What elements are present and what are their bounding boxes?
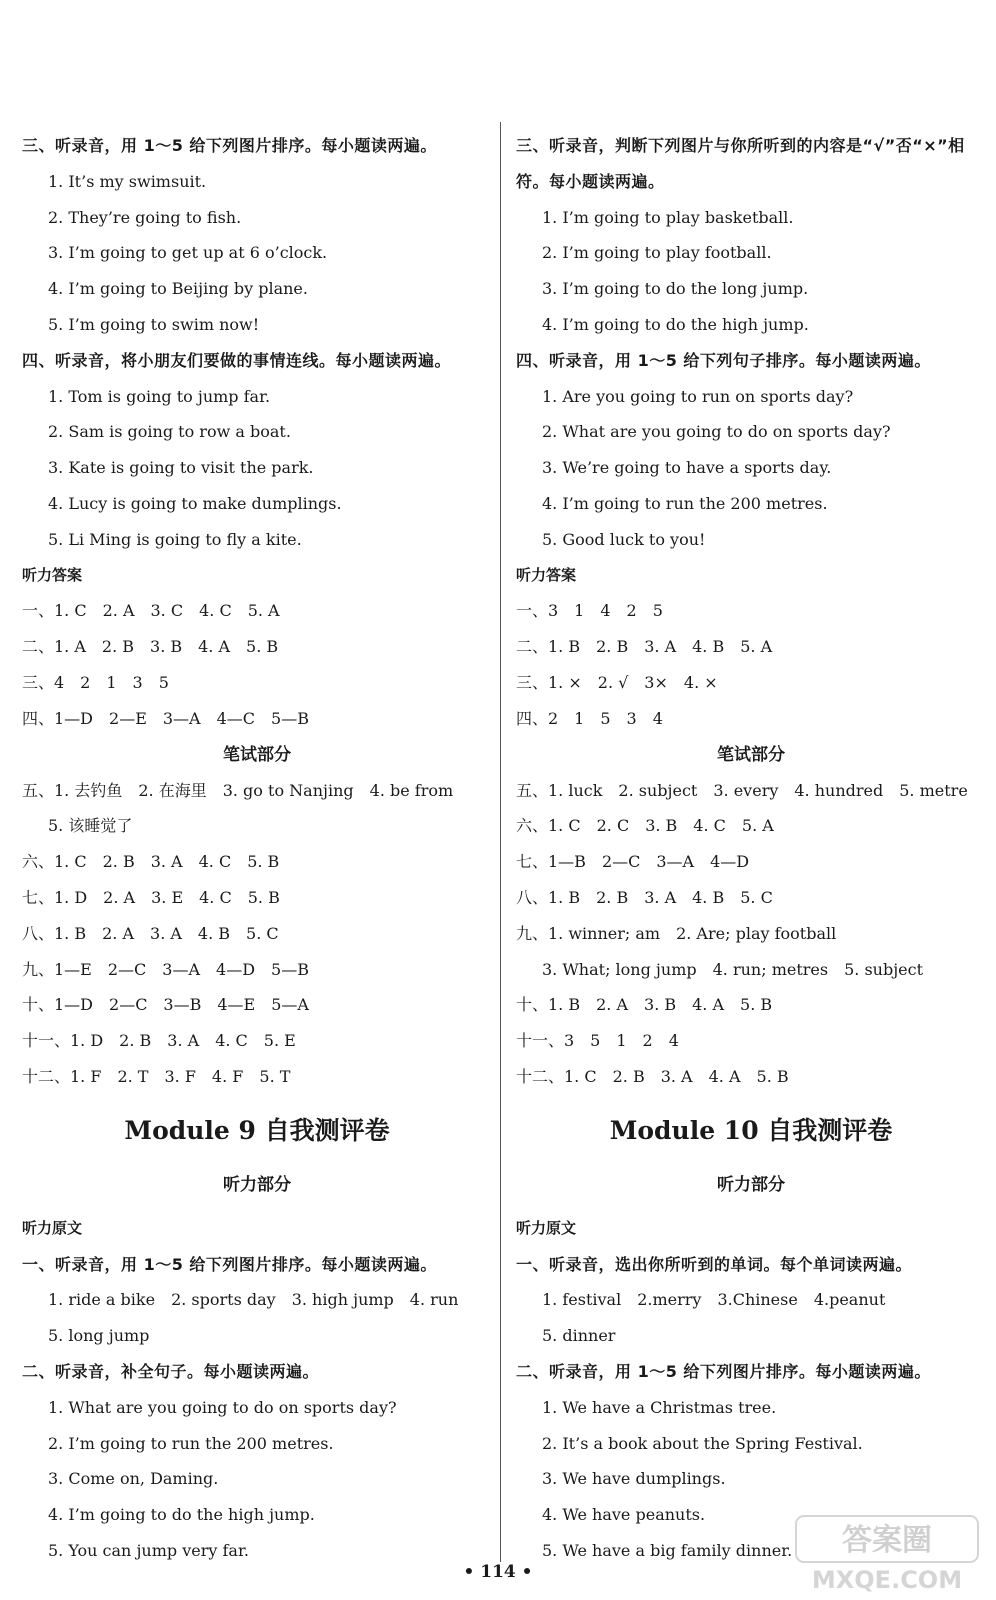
m10-q1-heading: 一、听录音，选出你所听到的单词。每个单词读两遍。 (516, 1254, 913, 1274)
left-q4-item: 4. Lucy is going to make dumplings. (48, 493, 342, 513)
left-written-line: 十二、1. F 2. T 3. F 4. F 5. T (22, 1066, 291, 1086)
m9-q2-item: 5. You can jump very far. (48, 1540, 249, 1560)
m10-q2-heading: 二、听录音，用 1～5 给下列图片排序。每小题读两遍。 (516, 1361, 931, 1381)
left-listening-part-title: 听力部分 (223, 1174, 291, 1195)
left-written-line: 5. 该睡觉了 (48, 816, 133, 836)
left-answer-line: 四、1—D 2—E 3—A 4—C 5—B (22, 708, 309, 728)
module-9-title: Module 9 自我测评卷 (124, 1115, 390, 1145)
right-written-line: 九、1. winner; am 2. Are; play football (516, 923, 837, 943)
left-q4-item: 5. Li Ming is going to fly a kite. (48, 529, 302, 549)
left-answer-line: 三、4 2 1 3 5 (22, 672, 169, 692)
m9-q2-item: 1. What are you going to do on sports day? (48, 1397, 397, 1417)
svg-text:MXQE.COM: MXQE.COM (811, 1566, 963, 1594)
right-listening-part-title: 听力部分 (717, 1174, 785, 1195)
right-column (516, 128, 986, 1569)
right-q3-item: 2. I’m going to play football. (542, 243, 772, 263)
left-written-title: 笔试部分 (223, 744, 291, 765)
right-answer-line: 二、1. B 2. B 3. A 4. B 5. A (516, 637, 773, 657)
right-q4-item: 1. Are you going to run on sports day? (542, 386, 854, 406)
left-answer-line: 一、1. C 2. A 3. C 4. C 5. A (22, 601, 280, 621)
left-q3-item: 3. I’m going to get up at 6 o’clock. (48, 243, 328, 263)
right-q4-heading: 四、听录音，用 1～5 给下列句子排序。每小题读两遍。 (516, 350, 931, 370)
right-answer-line: 四、2 1 5 3 4 (516, 708, 663, 728)
left-answers-label: 听力答案 (22, 565, 83, 584)
left-transcript-label: 听力原文 (22, 1218, 83, 1237)
m9-q2-item: 4. I’m going to do the high jump. (48, 1505, 315, 1525)
right-q4-item: 4. I’m going to run the 200 metres. (542, 493, 828, 513)
m10-q1-item: 5. dinner (542, 1326, 616, 1346)
m10-q2-item: 5. We have a big family dinner. (542, 1540, 793, 1560)
left-q4-item: 1. Tom is going to jump far. (48, 386, 271, 406)
m9-q1-item: 1. ride a bike 2. sports day 3. high jump 4. run (48, 1290, 459, 1310)
right-q3-item: 1. I’m going to play basketball. (542, 207, 794, 227)
right-q3-heading: 三、听录音，判断下列图片与你所听到的内容是“√”否“×”相符。每小题读两遍。 (516, 136, 965, 191)
right-q3-item: 3. I’m going to do the long jump. (542, 279, 809, 299)
right-q3-item: 4. I’m going to do the high jump. (542, 314, 809, 334)
left-q3-heading: 三、听录音，用 1～5 给下列图片排序。每小题读两遍。 (22, 136, 437, 155)
right-written-line: 七、1—B 2—C 3—A 4—D (516, 852, 750, 872)
right-q4-item: 5. Good luck to you! (542, 529, 706, 549)
module-10-title: Module 10 自我测评卷 (609, 1115, 893, 1145)
right-written-title: 笔试部分 (717, 744, 785, 765)
left-written-line: 十一、1. D 2. B 3. A 4. C 5. E (22, 1031, 296, 1051)
left-q4-item: 3. Kate is going to visit the park. (48, 458, 314, 478)
svg-text:答案圈: 答案圈 (842, 1523, 932, 1558)
right-q4-item: 3. We’re going to have a sports day. (542, 458, 832, 478)
page-number: • 114 • (463, 1562, 533, 1582)
right-transcript-label: 听力原文 (516, 1218, 577, 1237)
left-q3-item: 4. I’m going to Beijing by plane. (48, 279, 308, 299)
right-written-line: 十一、3 5 1 2 4 (516, 1031, 679, 1051)
right-written-line: 十、1. B 2. A 3. B 4. A 5. B (516, 995, 773, 1015)
right-written-line: 十二、1. C 2. B 3. A 4. A 5. B (516, 1066, 789, 1086)
right-answer-line: 一、3 1 4 2 5 (516, 601, 663, 621)
m10-q2-item: 4. We have peanuts. (542, 1505, 706, 1525)
m9-q2-item: 3. Come on, Daming. (48, 1469, 219, 1489)
right-q4-item: 2. What are you going to do on sports day? (542, 422, 891, 442)
left-written-line: 十、1—D 2—C 3—B 4—E 5—A (22, 995, 309, 1015)
right-answers-label: 听力答案 (516, 565, 577, 584)
m9-q2-heading: 二、听录音，补全句子。每小题读两遍。 (22, 1361, 320, 1381)
column-divider (500, 122, 501, 1562)
left-written-line: 九、1—E 2—C 3—A 4—D 5—B (22, 959, 309, 979)
left-column (22, 128, 492, 1569)
right-written-line: 六、1. C 2. C 3. B 4. C 5. A (516, 816, 774, 836)
m10-q2-item: 2. It’s a book about the Spring Festival. (542, 1433, 863, 1453)
right-answer-line: 三、1. × 2. √ 3× 4. × (516, 672, 718, 692)
m10-q2-item: 3. We have dumplings. (542, 1469, 726, 1489)
left-q4-heading: 四、听录音，将小朋友们要做的事情连线。每小题读两遍。 (22, 350, 452, 370)
m9-q2-item: 2. I’m going to run the 200 metres. (48, 1433, 334, 1453)
right-written-line: 八、1. B 2. B 3. A 4. B 5. C (516, 887, 773, 907)
m9-q1-heading: 一、听录音，用 1～5 给下列图片排序。每小题读两遍。 (22, 1254, 437, 1274)
watermark-logo-icon (792, 1512, 982, 1596)
m9-q1-item: 5. long jump (48, 1326, 150, 1346)
left-written-line: 七、1. D 2. A 3. E 4. C 5. B (22, 887, 280, 907)
left-written-line: 六、1. C 2. B 3. A 4. C 5. B (22, 852, 280, 872)
left-q4-item: 2. Sam is going to row a boat. (48, 422, 291, 442)
left-written-line: 八、1. B 2. A 3. A 4. B 5. C (22, 923, 279, 943)
left-written-line: 五、1. 去钓鱼 2. 在海里 3. go to Nanjing 4. be from (22, 780, 454, 800)
right-written-line: 3. What; long jump 4. run; metres 5. subject (542, 959, 924, 979)
right-written-line: 五、1. luck 2. subject 3. every 4. hundred 5. metre (516, 780, 968, 800)
left-answer-line: 二、1. A 2. B 3. B 4. A 5. B (22, 637, 279, 657)
left-q3-item: 2. They’re going to fish. (48, 207, 242, 227)
m10-q2-item: 1. We have a Christmas tree. (542, 1397, 777, 1417)
left-q3-item: 1. It’s my swimsuit. (48, 171, 207, 191)
m10-q1-item: 1. festival 2.merry 3.Chinese 4.peanut (542, 1290, 886, 1310)
left-q3-item: 5. I’m going to swim now! (48, 314, 260, 334)
